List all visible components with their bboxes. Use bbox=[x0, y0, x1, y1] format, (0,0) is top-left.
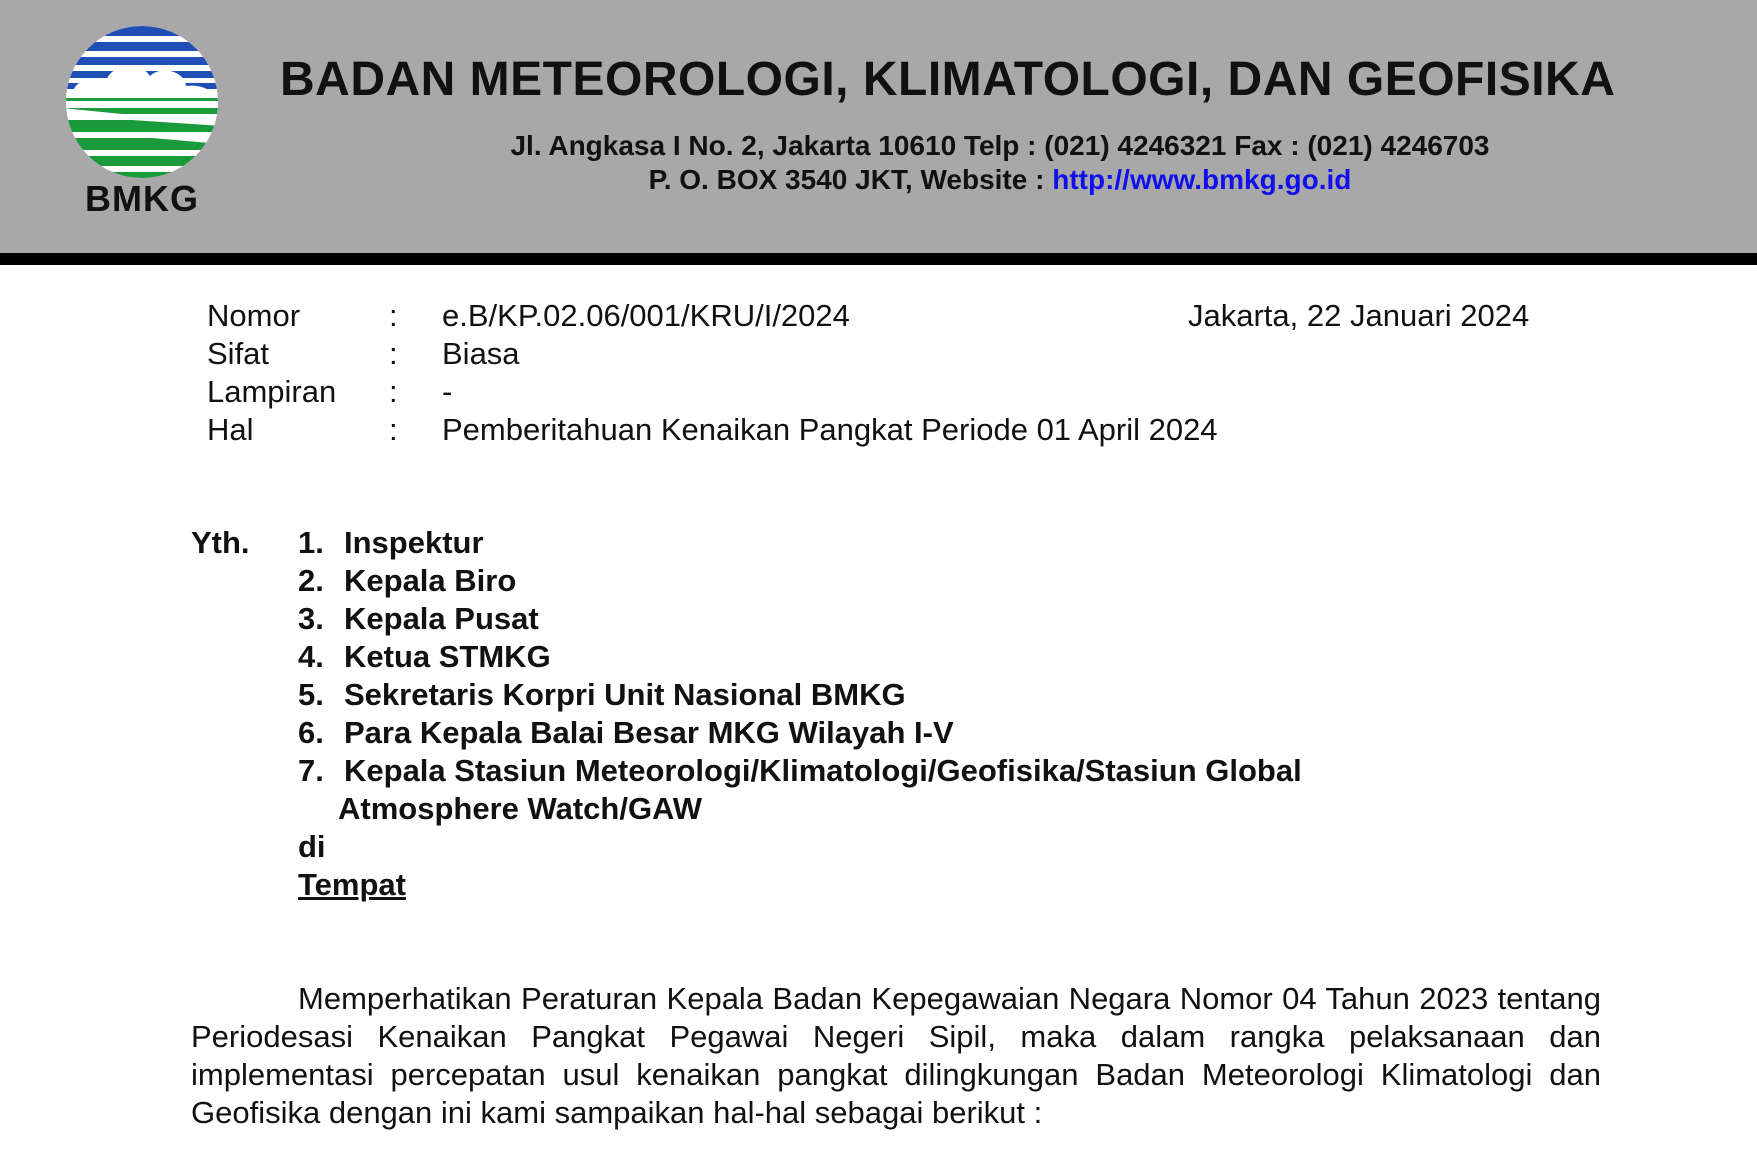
recipient-item bbox=[298, 715, 954, 751]
recipient-number: 4. bbox=[298, 639, 324, 674]
address-line: Jl. Angkasa I No. 2, Jakarta 10610 Telp : (021) 4246321 Fax : (021) 4246703 bbox=[510, 130, 1490, 161]
recipient-text: Ketua STMKG bbox=[344, 639, 551, 674]
body-paragraph-text: Memperhatikan Peraturan Kepala Badan Kepegawaian Negara Nomor 04 Tahun 2023 tentang Periodesasi Kenaikan Pangkat Pegawai Negeri Sipil, maka dalam rangka pelaksanaan dan implementasi percepatan usul kenaikan pangkat dilingkungan Badan Meteorologi Klimatologi dan Geofisika dengan ini kami sampaikan hal-hal sebagai berikut : bbox=[191, 981, 1601, 1130]
recipient-item bbox=[298, 677, 906, 713]
salutation: Yth. bbox=[191, 525, 250, 560]
field-colon: : bbox=[389, 298, 398, 333]
field-value: Biasa bbox=[442, 336, 520, 371]
recipient-text: Para Kepala Balai Besar MKG Wilayah I-V bbox=[344, 715, 954, 750]
recipient-item bbox=[298, 601, 539, 637]
recipient-text: Kepala Biro bbox=[344, 563, 517, 598]
recipient-item bbox=[298, 639, 551, 675]
recipient-text: Inspektur bbox=[344, 525, 484, 560]
recipient-item bbox=[298, 525, 484, 561]
header-divider bbox=[0, 253, 1757, 265]
field-colon: : bbox=[389, 412, 398, 447]
field-label: Nomor bbox=[207, 298, 301, 333]
body-paragraph bbox=[191, 980, 1601, 1132]
field-colon: : bbox=[389, 374, 398, 409]
recipient-text: Kepala Pusat bbox=[344, 601, 539, 636]
organization-name: BADAN METEOROLOGI, KLIMATOLOGI, DAN GEOFISIKA bbox=[280, 53, 1616, 106]
field-label: Lampiran bbox=[207, 374, 337, 409]
bmkg-emblem-icon bbox=[62, 22, 222, 182]
field-value: Pemberitahuan Kenaikan Pangkat Periode 01 April 2024 bbox=[442, 412, 1218, 447]
recipient-text: Sekretaris Korpri Unit Nasional BMKG bbox=[344, 677, 906, 712]
field-colon: : bbox=[389, 336, 398, 371]
field-value: e.B/KP.02.06/001/KRU/I/2024 bbox=[442, 298, 850, 333]
field-label: Hal bbox=[207, 412, 254, 447]
di-label: di bbox=[298, 829, 326, 864]
logo-wordmark: BMKG bbox=[85, 178, 199, 219]
recipient-text: Kepala Stasiun Meteorologi/Klimatologi/Geofisika/Stasiun Global bbox=[344, 753, 1302, 788]
pobox-website-line bbox=[300, 164, 1700, 196]
recipient-item bbox=[298, 563, 516, 599]
recipient-number: 2. bbox=[298, 563, 324, 598]
recipient-number: 7. bbox=[298, 753, 324, 788]
field-value: - bbox=[442, 374, 453, 409]
recipient-item bbox=[298, 753, 1302, 789]
recipient-number: 1. bbox=[298, 525, 324, 560]
letterhead bbox=[0, 0, 1757, 253]
letter-date: Jakarta, 22 Januari 2024 bbox=[1188, 298, 1530, 333]
recipient-continuation: Atmosphere Watch/GAW bbox=[338, 791, 702, 826]
recipient-number: 3. bbox=[298, 601, 324, 636]
field-label: Sifat bbox=[207, 336, 270, 371]
recipient-number: 6. bbox=[298, 715, 324, 750]
bmkg-logo bbox=[62, 22, 222, 222]
tempat-label: Tempat bbox=[298, 867, 406, 902]
recipient-number: 5. bbox=[298, 677, 324, 712]
pobox-text: P. O. BOX 3540 JKT, Website : bbox=[648, 164, 1053, 195]
website-link[interactable]: http://www.bmkg.go.id bbox=[1052, 164, 1352, 195]
